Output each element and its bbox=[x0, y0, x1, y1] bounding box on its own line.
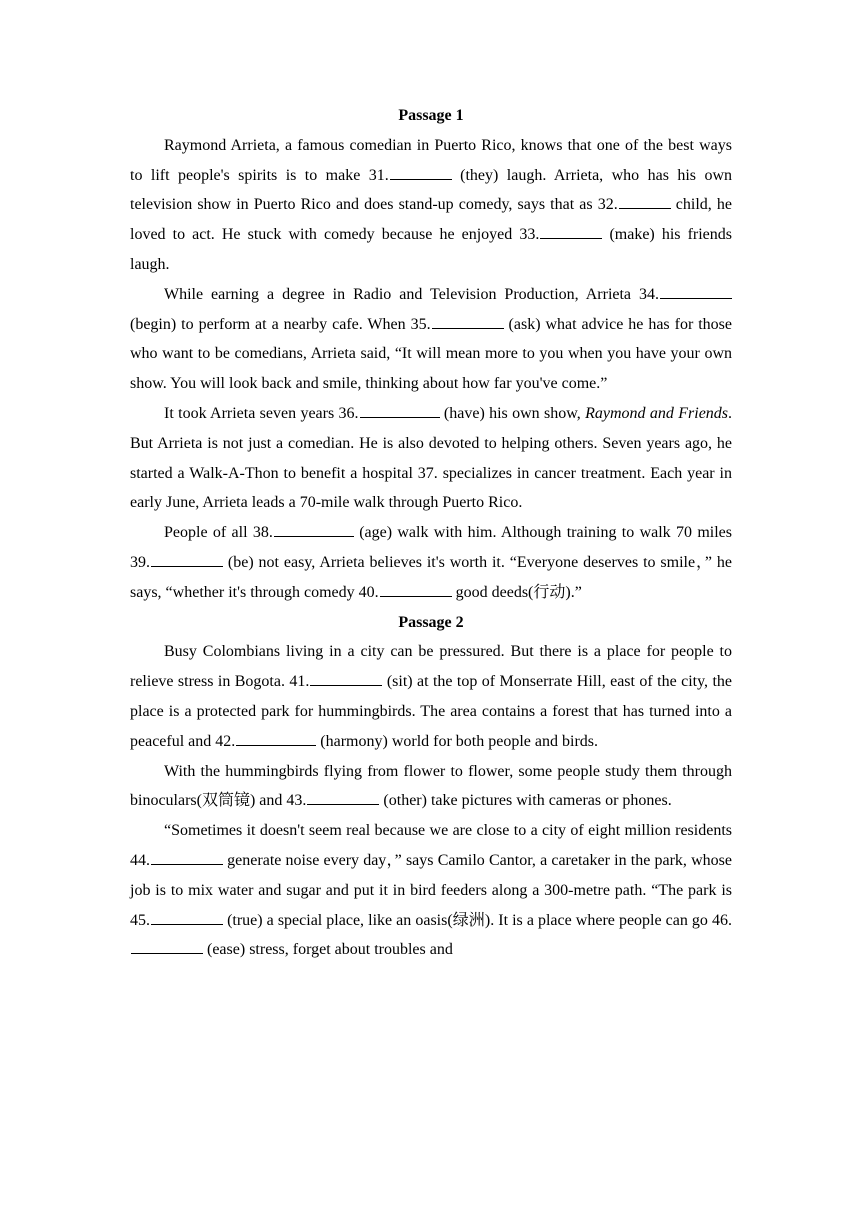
blank-32[interactable] bbox=[619, 194, 671, 209]
passage-1-paragraph-2: While earning a degree in Radio and Television Production, Arrieta 34. (begin) to perform at a nearby cafe. When 35. (ask) what advice he has for those who want to be comedians, Arrieta said, “It will mean more to you when you have your own show. You will look back and smile, thinking about how far you've come.” bbox=[130, 285, 733, 393]
blank-33[interactable] bbox=[540, 224, 602, 239]
blank-43[interactable] bbox=[307, 790, 379, 805]
passage-2-paragraph-1: Busy Colombians living in a city can be pressured. But there is a place for people to relieve stress in Bogota. 41. (sit) at the top of Monserrate Hill, east of the city, the place is a protected park for hummingbirds. The area contains a forest that has turned into a peaceful and 42. (harmony) world for both people and birds. bbox=[130, 643, 733, 750]
blank-44[interactable] bbox=[151, 850, 223, 865]
show-title: Raymond and Friends bbox=[585, 404, 729, 422]
passage-1-paragraph-3: It took Arrieta seven years 36. (have) his own show, Raymond and Friends. But Arrieta is not just a comedian. He is also devoted to helping others. Seven years ago, he started a Walk-A-Thon to benefit a hospital 37. specializes in cancer treatment. Each year in early June, Arrieta leads a 70-mile walk through Puerto Rico. bbox=[130, 404, 733, 512]
blank-34[interactable] bbox=[660, 284, 732, 299]
passage-1-paragraph-4: People of all 38. (age) walk with him. Although training to walk 70 miles 39. (be) not easy, Arrieta believes it's worth it. “Everyone deserves to smile，” he says, “whether it's through comedy 40. good deeds(行动).” bbox=[130, 524, 732, 601]
passage-1-paragraph-1: Raymond Arrieta, a famous comedian in Puerto Rico, knows that one of the best ways to lift people's spirits is to make 31. (they) laugh. Arrieta, who has his own television show in Puerto Rico and does stand-up comedy, says that as 32. child, he loved to act. He stuck with comedy because he enjoyed 33. (make) his friends laugh. bbox=[130, 136, 733, 273]
blank-39[interactable] bbox=[151, 552, 223, 567]
blank-40[interactable] bbox=[380, 582, 452, 597]
blank-41[interactable] bbox=[310, 671, 382, 686]
passage-2-title: Passage 2 bbox=[398, 613, 464, 631]
passage-1-title: Passage 1 bbox=[398, 107, 464, 124]
passage-2-paragraph-2: With the hummingbirds flying from flower to flower, some people study them through binoculars(双筒镜) and 43. (other) take pictures with cameras or phones. bbox=[130, 762, 732, 810]
worksheet-page bbox=[130, 101, 732, 965]
blank-45[interactable] bbox=[151, 910, 223, 925]
passage-2-paragraph-3: “Sometimes it doesn't seem real because we are close to a city of eight million residents 44. generate noise every day，” says Camilo Cantor, a caretaker in the park, whose job is to mix water and sugar and put it in bird feeders along a 300-metre path. “The park is 45. (true) a special place, like an oasis(绿洲). It is a place where people can go 46. (ease) stress, forget about troubles and bbox=[130, 822, 732, 959]
blank-36[interactable] bbox=[360, 403, 440, 418]
blank-38[interactable] bbox=[274, 522, 354, 537]
blank-31[interactable] bbox=[390, 165, 452, 180]
blank-42[interactable] bbox=[236, 731, 316, 746]
blank-46[interactable] bbox=[131, 939, 203, 954]
blank-35[interactable] bbox=[432, 314, 504, 329]
